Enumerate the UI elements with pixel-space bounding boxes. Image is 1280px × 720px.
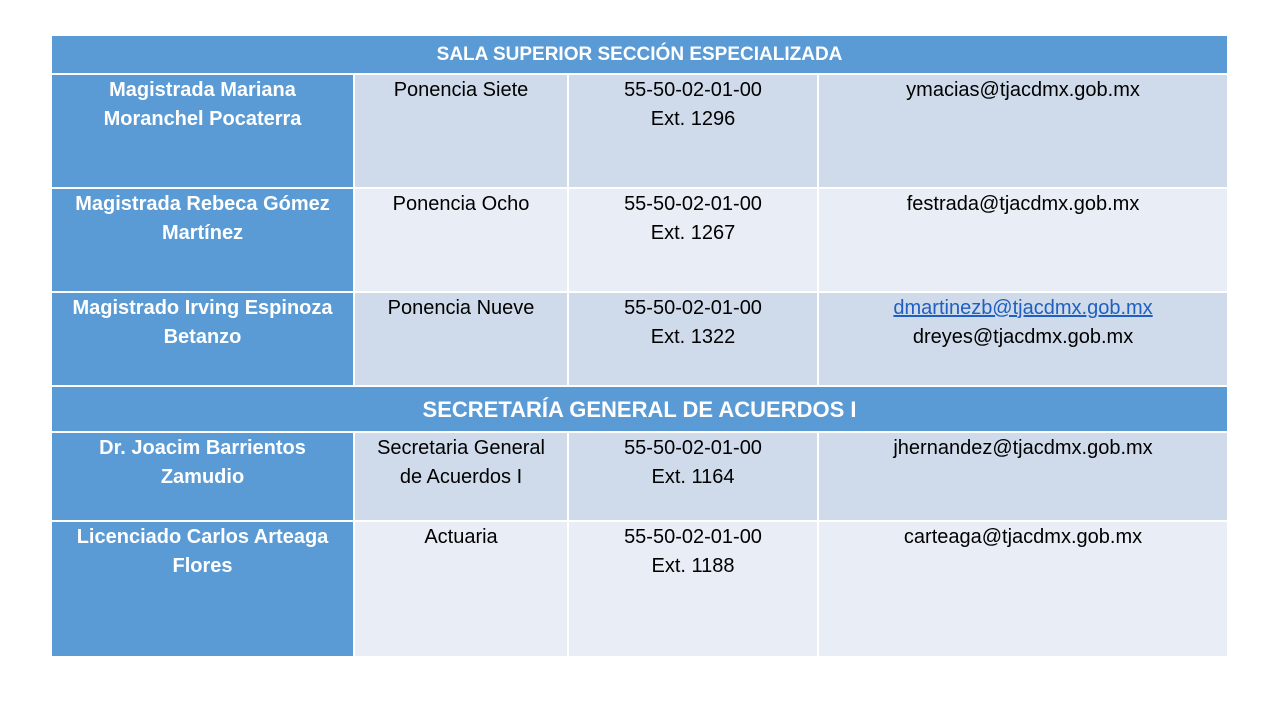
- email-text: festrada@tjacdmx.gob.mx: [906, 193, 1140, 215]
- office-line: Secretaria General: [377, 437, 545, 459]
- name-line: Moranchel Pocaterra: [103, 108, 302, 130]
- name-line: Martínez: [161, 222, 244, 244]
- phone-number: 55-50-02-01-00: [624, 526, 762, 548]
- name-cell: [51, 521, 354, 657]
- section-header-row: [51, 386, 1228, 432]
- phone-cell: [568, 432, 818, 521]
- name-line: Betanzo: [163, 326, 242, 348]
- office-cell: [354, 521, 568, 657]
- phone-extension: Ext. 1164: [651, 466, 735, 488]
- office-cell: [354, 74, 568, 188]
- phone-extension: Ext. 1188: [651, 555, 735, 577]
- email-cell: [818, 521, 1228, 657]
- phone-extension: Ext. 1322: [650, 326, 736, 348]
- email-text: dreyes@tjacdmx.gob.mx: [912, 326, 1134, 348]
- email-cell: [818, 432, 1228, 521]
- phone-cell: [568, 521, 818, 657]
- office-line: de Acuerdos I: [399, 466, 523, 488]
- name-cell: [51, 188, 354, 292]
- phone-extension: Ext. 1296: [650, 108, 736, 130]
- section-title: SECRETARÍA GENERAL DE ACUERDOS I: [51, 386, 1228, 432]
- phone-cell: [568, 74, 818, 188]
- section-header-row: [51, 35, 1228, 74]
- email-cell: [818, 74, 1228, 188]
- email-text: ymacias@tjacdmx.gob.mx: [906, 79, 1140, 101]
- directory-table: [50, 34, 1229, 658]
- office-cell: [354, 188, 568, 292]
- phone-number: 55-50-02-01-00: [624, 437, 762, 459]
- email-cell: [818, 188, 1228, 292]
- name-line: Flores: [172, 555, 233, 577]
- email-text: carteaga@tjacdmx.gob.mx: [903, 526, 1143, 548]
- phone-number: 55-50-02-01-00: [624, 297, 762, 319]
- name-line: Licenciado Carlos Arteaga: [76, 526, 329, 548]
- office-line: Ponencia Siete: [393, 79, 529, 101]
- office-cell: [354, 292, 568, 386]
- table-row: [51, 292, 1228, 386]
- office-line: Actuaria: [424, 526, 498, 548]
- table-row: [51, 432, 1228, 521]
- office-line: Ponencia Nueve: [387, 297, 535, 319]
- name-line: Magistrada Rebeca Gómez: [75, 193, 330, 215]
- phone-number: 55-50-02-01-00: [624, 193, 762, 215]
- phone-extension: Ext. 1267: [650, 222, 736, 244]
- phone-cell: [568, 188, 818, 292]
- email-link[interactable]: dmartinezb@tjacdmx.gob.mx: [893, 297, 1153, 319]
- name-line: Zamudio: [160, 466, 245, 488]
- section-title: SALA SUPERIOR SECCIÓN ESPECIALIZADA: [51, 35, 1228, 74]
- phone-number: 55-50-02-01-00: [624, 79, 762, 101]
- name-cell: [51, 74, 354, 188]
- table-row: [51, 74, 1228, 188]
- table-row: [51, 521, 1228, 657]
- name-line: Dr. Joacim Barrientos: [99, 437, 306, 459]
- office-line: Ponencia Ocho: [392, 193, 530, 215]
- email-cell: [818, 292, 1228, 386]
- name-cell: [51, 292, 354, 386]
- table-row: [51, 188, 1228, 292]
- name-cell: [51, 432, 354, 521]
- phone-cell: [568, 292, 818, 386]
- email-text: jhernandez@tjacdmx.gob.mx: [893, 437, 1153, 459]
- office-cell: [354, 432, 568, 521]
- name-line: Magistrado Irving Espinoza: [72, 297, 333, 319]
- name-line: Magistrada Mariana: [109, 79, 296, 101]
